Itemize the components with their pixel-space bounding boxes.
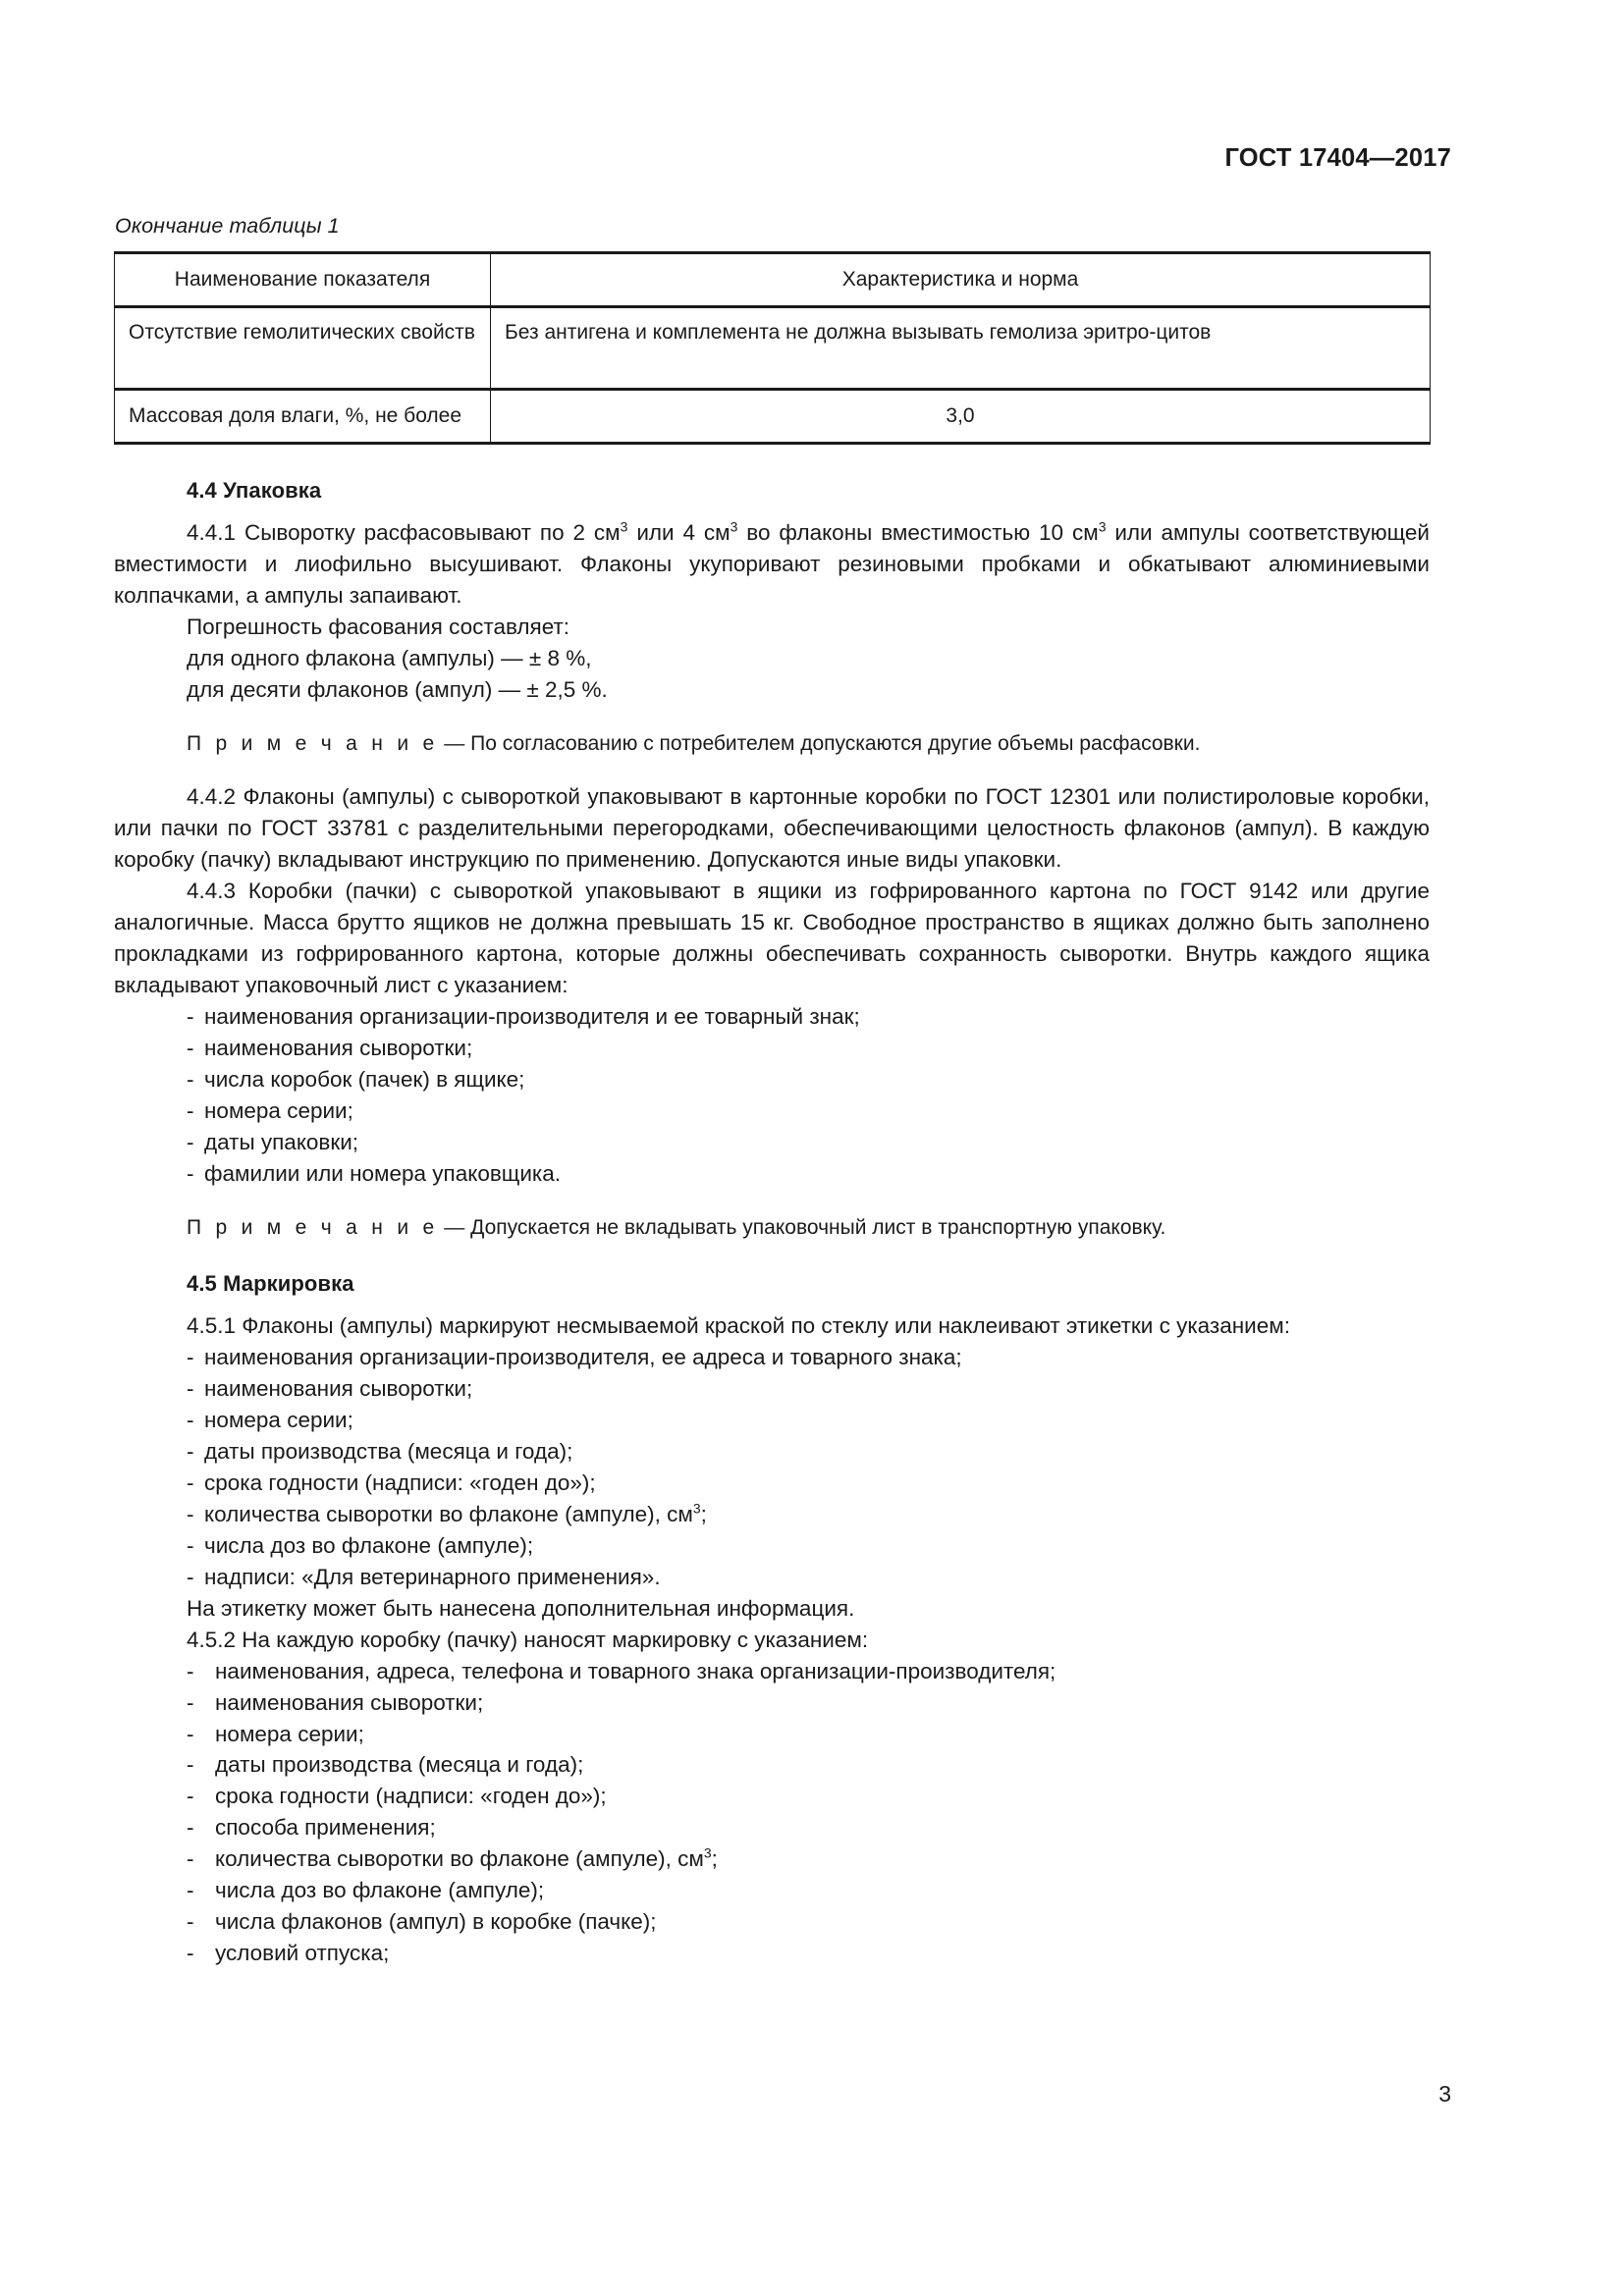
list-item-label: номера серии; (215, 1721, 364, 1746)
list-item (114, 1373, 1430, 1405)
cube-exponent: 3 (730, 518, 738, 535)
vial-marking-items (114, 1342, 1430, 1593)
paragraph-label-extra-info: На этикетку может быть нанесена дополнительная информация. (187, 1595, 855, 1621)
page-number: 3 (1438, 2081, 1451, 2107)
list-item (114, 1687, 1430, 1719)
list-item-label-tail: ; (711, 1846, 718, 1872)
list-item (114, 1781, 1430, 1812)
list-item (114, 1095, 1430, 1127)
list-item (114, 1562, 1430, 1593)
list-item-label: фамилии или номера упаковщика. (204, 1160, 561, 1186)
list-item-label: срока годности (надписи: «годен до»); (215, 1784, 607, 1809)
paragraph-4-4-1-part-b: или 4 см (627, 519, 731, 545)
list-item-label: числа флаконов (ампул) в коробке (пачке); (215, 1909, 657, 1935)
table-column-header-indicator: Наименование показателя (115, 253, 491, 307)
cube-exponent: 3 (692, 1500, 701, 1517)
list-item-label: числа коробок (пачек) в ящике; (204, 1066, 525, 1092)
paragraph-4-4-1 (114, 517, 1430, 612)
cube-exponent: 3 (1098, 518, 1107, 535)
list-item (114, 1158, 1430, 1190)
box-marking-items (114, 1656, 1430, 1969)
list-item (114, 1875, 1430, 1906)
note-label: П р и м е ч а н и е (187, 731, 439, 755)
list-item (114, 1719, 1430, 1750)
list-item-label: наименования, адреса, телефона и товарного знака организации-производителя; (215, 1658, 1056, 1683)
paragraph-4-4-1-part-c: во флаконы вместимостью 10 см (737, 519, 1099, 545)
list-item-label: срока годности (надписи: «годен до»); (204, 1470, 596, 1496)
list-item (114, 1405, 1430, 1436)
list-item (114, 1812, 1430, 1843)
list-item (114, 1938, 1430, 1969)
note-packaging-volumes (114, 729, 1430, 759)
list-item (114, 1906, 1430, 1938)
table-row (115, 307, 1431, 389)
list-item (114, 1656, 1430, 1687)
list-item-label: способа применения; (215, 1815, 436, 1841)
list-item-label: наименования сыворотки; (215, 1689, 484, 1715)
list-item (114, 1342, 1430, 1373)
table-caption: Окончание таблицы 1 (115, 214, 340, 238)
list-item-label: номера серии; (204, 1408, 353, 1433)
table-cell-indicator: Отсутствие гемолитических свойств (115, 307, 491, 389)
list-item (114, 1530, 1430, 1562)
running-header-standard-ref: ГОСТ 17404—2017 (1224, 144, 1451, 172)
list-item-label-tail: ; (700, 1501, 707, 1526)
paragraph-4-5-1: 4.5.1 Флаконы (ампулы) маркируют несмываемой краской по стеклу или наклеивают этикетки с указанием: (187, 1313, 1290, 1339)
list-item-label: наименования сыворотки; (204, 1035, 473, 1060)
paragraph-4-4-1-part-a: 4.4.1 Сыворотку расфасовывают по 2 см (187, 519, 621, 545)
specification-table (114, 251, 1431, 445)
note-text: — По согласованию с потребителем допускаются другие объемы расфасовки. (438, 731, 1201, 755)
paragraph-accuracy-one-vial: для одного флакона (ампулы) — ± 8 %, (187, 645, 592, 670)
list-item-label: наименования организации-производителя, ее адреса и товарного знака; (204, 1345, 962, 1370)
paragraph-accuracy-ten-vials: для десяти флаконов (ампул) — ± 2,5 %. (187, 676, 608, 702)
list-item-label: наименования сыворотки; (204, 1376, 473, 1402)
section-heading-marking: 4.5 Маркировка (187, 1271, 354, 1297)
list-item-label: даты упаковки; (204, 1129, 359, 1154)
paragraph-4-5-2: 4.5.2 На каждую коробку (пачку) наносят маркировку с указанием: (187, 1627, 869, 1652)
list-item-label: числа доз во флаконе (ампуле); (204, 1532, 534, 1558)
table-row (115, 389, 1431, 443)
list-item (114, 1127, 1430, 1158)
list-item-label: количества сыворотки во флаконе (ампуле), см (204, 1501, 693, 1526)
table-cell-value: 3,0 (491, 389, 1431, 443)
list-item-label: наименования организации-производителя и ее товарный знак; (204, 1003, 860, 1029)
list-item (114, 1843, 1430, 1875)
table-cell-indicator: Массовая доля влаги, %, не более (115, 389, 491, 443)
cube-exponent: 3 (703, 1844, 712, 1861)
list-item-label: числа доз во флаконе (ампуле); (215, 1878, 545, 1903)
list-item (114, 1001, 1430, 1033)
list-item-label: даты производства (месяца и года); (204, 1439, 573, 1465)
page-content (114, 214, 1430, 1969)
note-label: П р и м е ч а н и е (187, 1215, 439, 1239)
table-header-row (115, 253, 1431, 307)
list-item-label: надписи: «Для ветеринарного применения». (204, 1564, 661, 1589)
list-item-label: условий отпуска; (215, 1941, 390, 1966)
list-item-label: номера серии; (204, 1097, 353, 1123)
list-item (114, 1749, 1430, 1781)
cube-exponent: 3 (620, 518, 628, 535)
list-item-label: даты производства (месяца и года); (215, 1752, 584, 1778)
list-item (114, 1468, 1430, 1499)
paragraph-4-4-3: 4.4.3 Коробки (пачки) с сывороткой упаковывают в ящики из гофрированного картона по ГОСТ 9142 или другие аналогичные. Масса брутто ящиков не должна превышать 15 кг. Свободное пространство в ящиках должно быть заполнено прокладками из гофрированного картона, которые должны обеспечивать сохранность сыворотки. Внутрь каждого ящика вкладывают упаковочный лист с указанием: (114, 879, 1430, 997)
list-item (114, 1033, 1430, 1064)
table-column-header-characteristic: Характеристика и норма (491, 253, 1431, 307)
section-heading-packaging: 4.4 Упаковка (187, 477, 322, 503)
list-item-label: количества сыворотки во флаконе (ампуле), см (215, 1846, 704, 1872)
note-text: — Допускается не вкладывать упаковочный лист в транспортную упаковку. (438, 1215, 1166, 1239)
list-item (114, 1499, 1430, 1530)
paragraph-accuracy-intro: Погрешность фасования составляет: (187, 614, 570, 639)
paragraph-4-4-1-part-d: или ампулы соответствующей вместимости и лиофильно высушивают. Флаконы укупоривают резиновыми пробками и обкатывают алюминиевыми колпачками, а ампулы запаивают. (114, 519, 1430, 608)
list-item (114, 1064, 1430, 1095)
paragraph-4-4-2: 4.4.2 Флаконы (ампулы) с сывороткой упаковывают в картонные коробки по ГОСТ 12301 или полистироловые коробки, или пачки по ГОСТ 33781 с разделительными перегородками, обеспечивающими целостность флаконов (ампул). В каждую коробку (пачку) вкладывают инструкцию по применению. Допускаются иные виды упаковки. (114, 784, 1430, 873)
list-item (114, 1436, 1430, 1468)
table-cell-value: Без антигена и комплемента не должна вызывать гемолиза эритро-цитов (491, 307, 1431, 389)
packing-list-items (114, 1001, 1430, 1190)
note-transport-packaging (114, 1213, 1430, 1243)
